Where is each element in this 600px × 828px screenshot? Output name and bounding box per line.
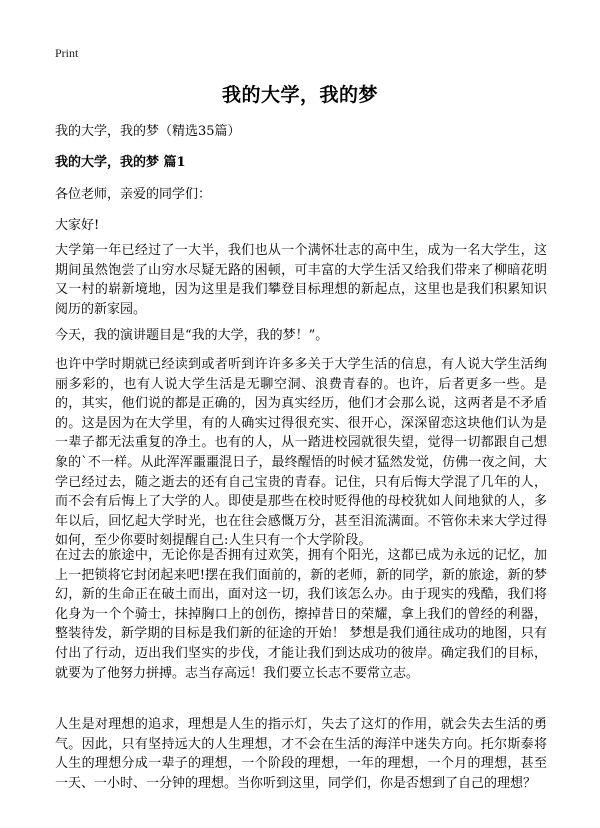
paragraph-4: 在过去的旅途中，无论你是否拥有过欢笑，拥有个阳光，这都已成为永远的记忆，加上一把锁将它封闭起来吧!摆在我们面前的，新的老师，新的同学，新的旅途，新的梦幻，新的生命正在破土而出，面对这一切，我们该怎么办。由于现实的残酷，我们将化身为一个个骑士，抹掉胸口上的创伤，擦掉昔日的荣耀，拿上我们的曾经的利器，整装待发，新学期的目标是我们新的征途的开始！ 梦想是我们通往成功的地图，只有付出了行动，迈出我们坚实的步伐，才能让我们到达成功的彼岸。确定我们的目标，就要为了他努力拼搏。志当存高远！我们要立长志不要常立志。 <box>55 548 547 681</box>
document-title: 我的大学，我的梦 <box>221 84 378 106</box>
paragraph-3: 也许中学时期就已经读到或者听到许许多多关于大学生活的信息，有人说大学生活绚丽多彩的，也有人说大学生活是无聊空洞、浪费青春的。也许，后者更多一些。是的，其实，他们说的都是正确的，因为真实经历，他们才会那么说，这两者是不矛盾的。这是因为在大学里，有的人确实过得很充实、很开心，深深留恋这块他们认为是一辈子都无法重复的净土。也有的人，从一踏进校园就很失望，觉得一切都跟自己想象的`不一样。从此浑浑噩噩混日子，最终醒悟的时候才猛然发觉，仿佛一夜之间，大学已经过去，随之逝去的还有自己宝贵的青春。记住，只有后悔大学混了几年的人，而不会有后悔上了大学的人。即使是那些在校时贬得他的母校犹如人间地狱的人，多年以后，回忆起大学时光，也在往会感慨万分，甚至泪流满面。不管你未来大学过得如何，至少你要时刻提醒自己:人生只有一个大学阶段。 <box>55 357 547 549</box>
paragraph-5: 人生是对理想的追求，理想是人生的指示灯，失去了这灯的作用，就会失去生活的勇气。因此，只有坚持远大的人生理想，才不会在生活的海洋中迷失方向。托尔斯泰将人生的理想分成一辈子的理想，一个阶段的理想，一年的理想，一个月的理想，甚至一天、一小时、一分钟的理想。当你听到这里，同学们，你是否想到了自己的理想？ <box>55 717 547 791</box>
paragraph-2: 今天，我的演讲题目是“我的大学，我的梦！”。 <box>55 328 329 343</box>
section-heading: 我的大学，我的梦 篇1 <box>55 155 186 170</box>
print-link[interactable]: Print <box>55 46 79 60</box>
salutation-line: 各位老师，亲爱的同学们： <box>55 187 212 202</box>
document-subtitle: 我的大学，我的梦（精选35篇） <box>55 124 241 139</box>
paragraph-1: 大学第一年已经过了一大半，我们也从一个满怀壮志的高中生，成为一名大学生，这期间虽然饱尝了山穷水尽疑无路的困顿，可丰富的大学生活又给我们带来了柳暗花明又一村的崭新境地，因为这里是我们攀登目标理想的新起点，这里也是我们积累知识阅历的新家园。 <box>55 243 547 317</box>
greeting-line: 大家好! <box>55 218 100 233</box>
